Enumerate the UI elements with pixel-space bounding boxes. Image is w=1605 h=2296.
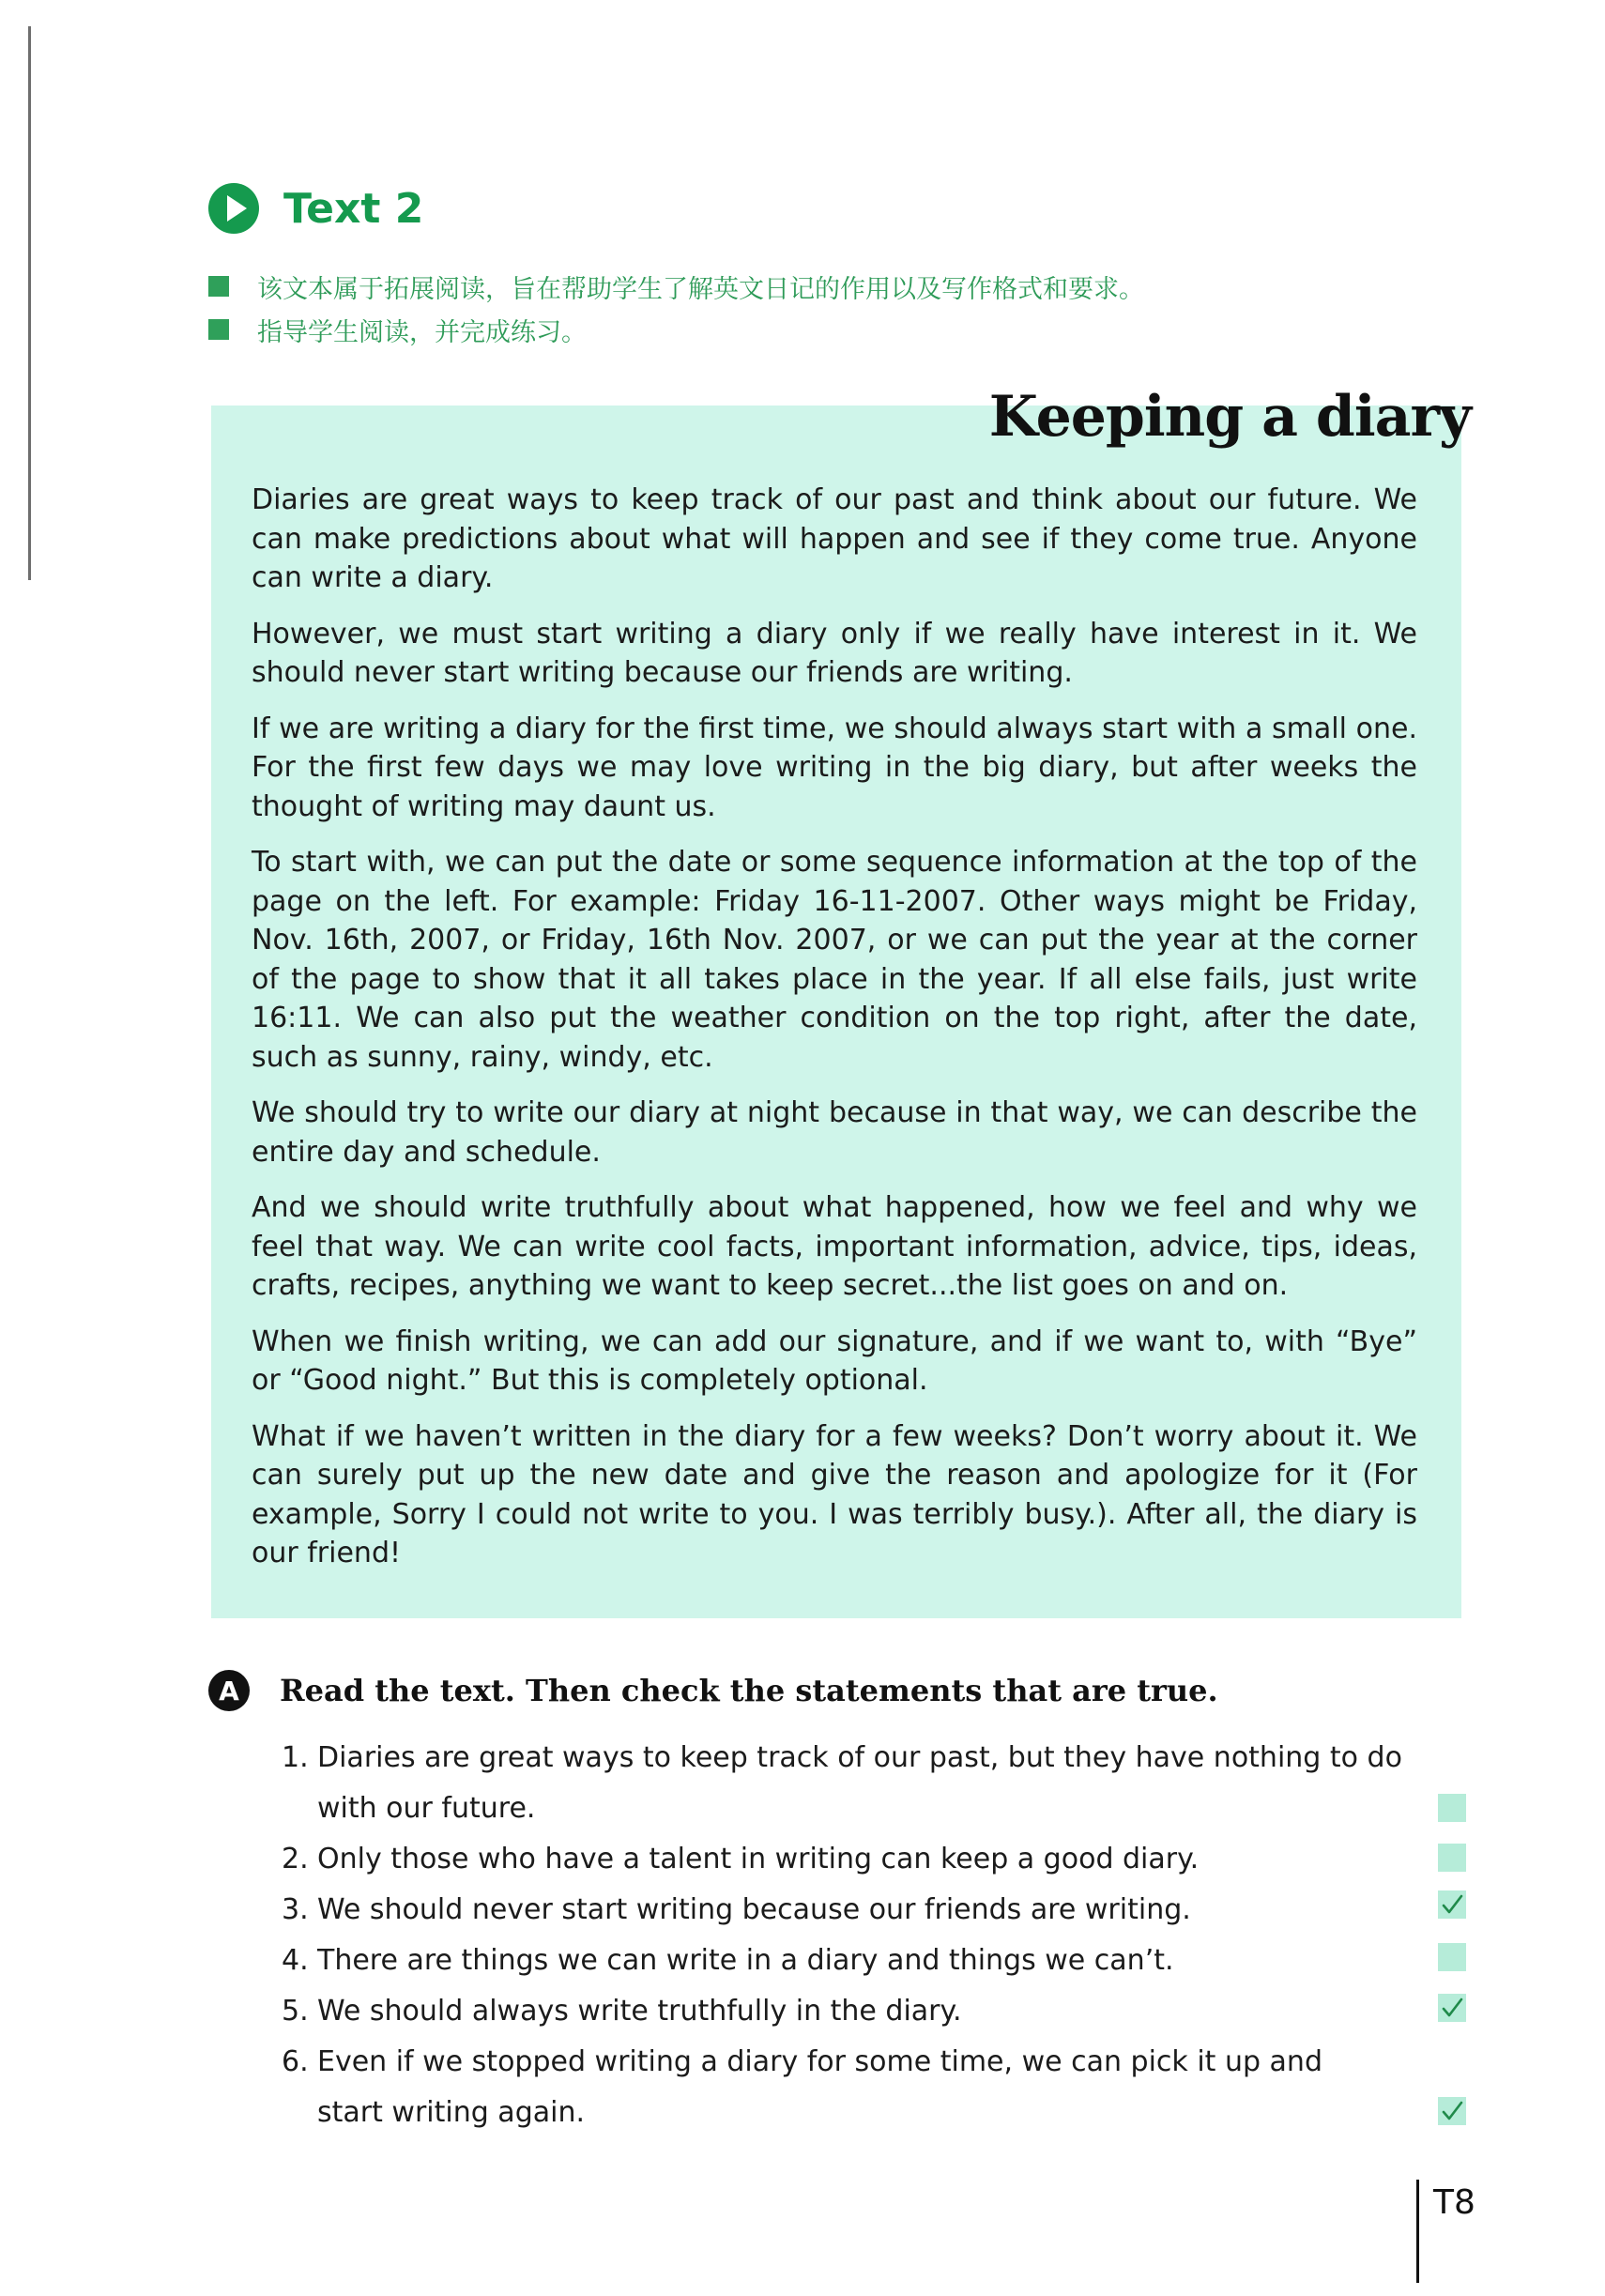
- statement-text-continued: with our future.: [317, 1792, 536, 1825]
- statement-item: [282, 1885, 1466, 1936]
- statement-number: 6.: [282, 2045, 309, 2078]
- passage-paragraph: We should try to write our diary at night because in that way, we can describe the entire day and schedule.: [252, 1096, 1417, 1169]
- passage-paragraph: And we should write truthfully about what happened, how we feel and why we feel that way. We can write cool facts, important information, advice, tips, ideas, crafts, recipes, anything we want to keep secret...the list goes on and on.: [252, 1191, 1417, 1302]
- page-number: T8: [1433, 2183, 1475, 2222]
- answer-checkbox[interactable]: [1438, 1794, 1466, 1822]
- check-mark-icon: [1440, 2099, 1464, 2123]
- statement-item: [282, 1733, 1466, 1834]
- statement-text: There are things we can write in a diary and things we can’t.: [317, 1944, 1174, 1977]
- statement-list: [282, 1733, 1466, 2138]
- answer-checkbox[interactable]: [1438, 1890, 1466, 1919]
- passage-paragraph: However, we must start writing a diary only if we really have interest in it. We should never start writing because our friends are writing.: [252, 617, 1417, 689]
- play-icon: [208, 183, 259, 234]
- passage-title: Keeping a diary: [988, 384, 1471, 450]
- check-mark-icon: [1440, 1892, 1464, 1917]
- teacher-note-text: 该文本属于拓展阅读，旨在帮助学生了解英文日记的作用以及写作格式和要求。: [257, 274, 1144, 304]
- section-title: Text 2: [283, 184, 424, 233]
- passage-paragraph: When we finish writing, we can add our signature, and if we want to, with “Bye” or “Good night.” But this is completely optional.: [252, 1324, 1417, 1397]
- statement-text: We should always write truthfully in the diary.: [317, 1995, 962, 2028]
- statement-item: [282, 1986, 1466, 2037]
- teacher-notes: [208, 265, 1144, 351]
- statement-item: [282, 2037, 1466, 2138]
- passage-paragraph: If we are writing a diary for the first time, we should always start with a small one. For the first few days we may love writing in the big diary, but after weeks the thought of writing may daunt us.: [252, 712, 1417, 823]
- answer-checkbox[interactable]: [1438, 2097, 1466, 2125]
- square-bullet-icon: [208, 276, 229, 297]
- exercise-a: [208, 1667, 1466, 2129]
- passage-paragraph: What if we haven’t written in the diary for a few weeks? Don’t worry about it. We can surely put up the new date and give the reason and apologize for it (For example, Sorry I could not write to you. I was terribly busy.). After all, the diary is our friend!: [252, 1419, 1417, 1569]
- statement-number: 3.: [282, 1893, 309, 1926]
- exercise-instruction: Read the text. Then check the statements that are true.: [280, 1673, 1218, 1708]
- statement-text-continued: start writing again.: [317, 2096, 585, 2129]
- statement-item: [282, 1936, 1466, 1986]
- passage-body: [252, 481, 1417, 1590]
- page-number-rule: [1416, 2180, 1419, 2283]
- answer-checkbox[interactable]: [1438, 1943, 1466, 1971]
- answer-checkbox[interactable]: [1438, 1844, 1466, 1872]
- statement-text: Only those who have a talent in writing can keep a good diary.: [317, 1843, 1200, 1875]
- teacher-note-text: 指导学生阅读，并完成练习。: [257, 317, 587, 347]
- passage-paragraph: Diaries are great ways to keep track of our past and think about our future. We can make predictions about what will happen and see if they come true. Anyone can write a diary.: [252, 483, 1417, 594]
- statement-number: 2.: [282, 1843, 309, 1875]
- margin-rule: [28, 26, 31, 580]
- section-header: [208, 175, 423, 242]
- answer-checkbox[interactable]: [1438, 1994, 1466, 2022]
- square-bullet-icon: [208, 319, 229, 340]
- statement-number: 5.: [282, 1995, 309, 2028]
- reading-passage: [211, 384, 1471, 1618]
- statement-text: Diaries are great ways to keep track of our past, but they have nothing to do: [317, 1741, 1402, 1774]
- teacher-note: [208, 308, 1144, 351]
- exercise-header: [208, 1667, 1466, 1714]
- statement-text: Even if we stopped writing a diary for some time, we can pick it up and: [317, 2045, 1322, 2078]
- statement-item: [282, 1834, 1466, 1885]
- statement-number: 4.: [282, 1944, 309, 1977]
- statement-number: 1.: [282, 1741, 309, 1774]
- check-mark-icon: [1440, 1996, 1464, 2020]
- exercise-badge: A: [208, 1670, 250, 1711]
- statement-text: We should never start writing because our friends are writing.: [317, 1893, 1191, 1926]
- teacher-note: [208, 265, 1144, 308]
- passage-paragraph: To start with, we can put the date or some sequence information at the top of the page on the left. For example: Friday 16-11-2007. Other ways might be Friday, Nov. 16th, 2007, or Friday, 16th Nov. 2007, or we can put the year at the corner of the page to show that it all takes place in the year. If all else fails, just write 16:11. We can also put the weather condition on the top right, after the date, such as sunny, rainy, windy, etc.: [252, 846, 1417, 1074]
